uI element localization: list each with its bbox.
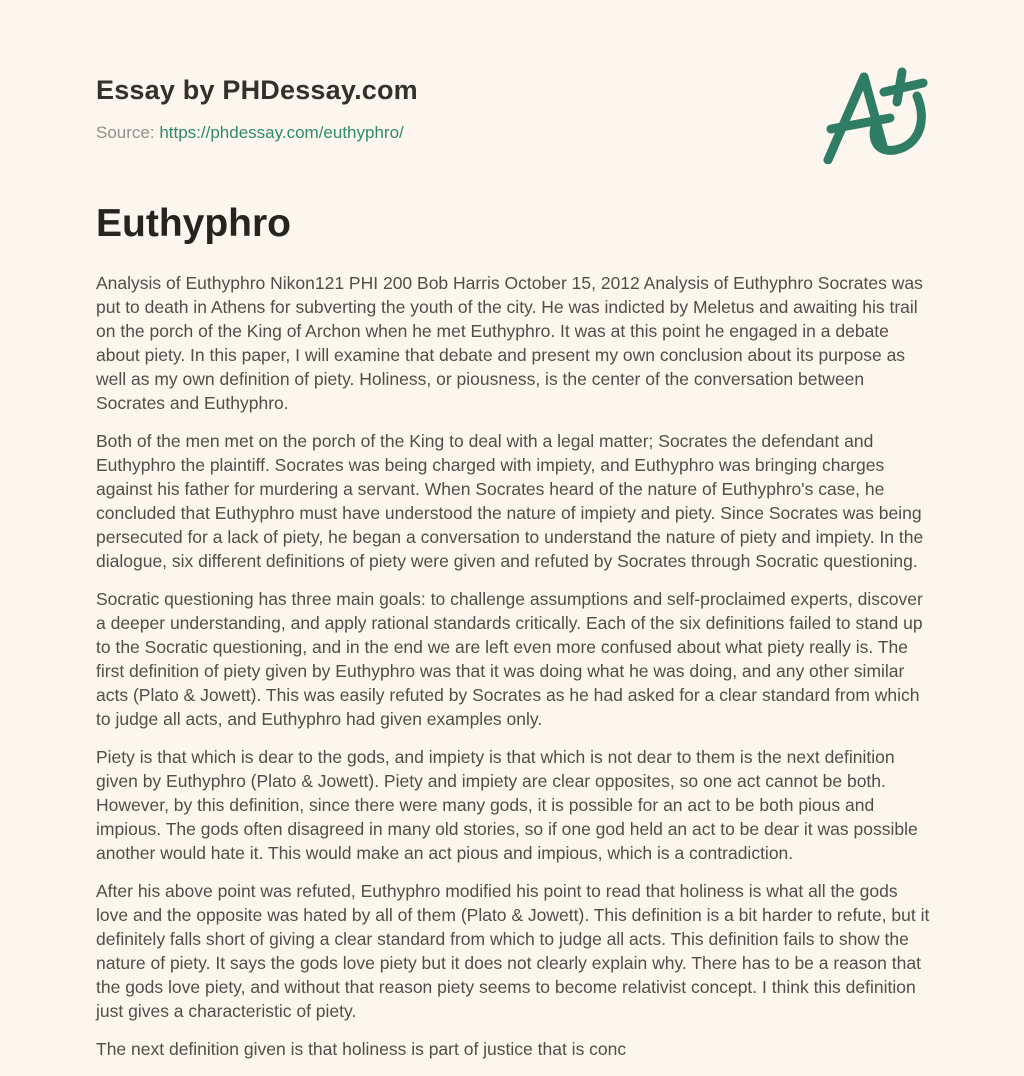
essay-article xyxy=(96,203,930,1061)
essay-paragraph: Socratic questioning has three main goals: to challenge assumptions and self-proclaimed experts, discover a deeper understanding, and apply rational standards critically. Each of the six definitions failed to stand up to the Socratic questioning, and in the end we are left even more confused about what piety really is. The first definition of piety given by Euthyphro was that it was doing what he was doing, and any other similar acts (Plato & Jowett). This was easily refuted by Socrates as he had asked for a clear standard from which to judge all acts, and Euthyphro had given examples only. xyxy=(96,589,923,729)
source-label: Source: xyxy=(96,123,155,142)
source-link[interactable]: https://phdessay.com/euthyphro/ xyxy=(159,123,404,142)
essay-paragraph: After his above point was refuted, Euthyphro modified his point to read that holiness is what all the gods love and the opposite was hated by all of them (Plato & Jowett). This definition is a bit harder to refute, but it definitely falls short of giving a clear standard from which to judge all acts. This definition fails to show the nature of piety. It says the gods love piety but it does not clearly explain why. There has to be a reason that the gods love piety, and without that reason piety seems to become relativist concept. I think this definition just gives a characteristic of piety. xyxy=(96,881,930,1021)
a-plus-logo-icon xyxy=(814,62,932,164)
essay-paragraph: The next definition given is that holiness is part of justice that is conc xyxy=(96,1039,627,1059)
source-line xyxy=(96,123,930,143)
essay-paragraph: Piety is that which is dear to the gods, and impiety is that which is not dear to them is the next definition given by Euthyphro (Plato & Jowett). Piety and impiety are clear opposites, so one act cannot be both. However, by this definition, since there were many gods, it is possible for an act to be both pious and impious. The gods often disagreed in many old stories, so if one god held an act to be dear it was possible another would hate it. This would make an act pious and impious, which is a contradiction. xyxy=(96,747,918,863)
essay-paragraph: Analysis of Euthyphro Nikon121 PHI 200 Bob Harris October 15, 2012 Analysis of Euthyphro Socrates was put to death in Athens for subverting the youth of the city. He was indicted by Meletus and awaiting his trail on the porch of the King of Archon when he met Euthyphro. It was at this point he engaged in a debate about piety. In this paper, I will examine that debate and present my own conclusion about its purpose as well as my own definition of piety. Holiness, or piousness, is the center of the conversation between Socrates and Euthyphro. xyxy=(96,273,923,413)
essay-title: Euthyphro xyxy=(96,202,291,245)
site-header xyxy=(96,74,930,143)
site-title: Essay by PHDessay.com xyxy=(96,75,418,105)
essay-paragraph: Both of the men met on the porch of the King to deal with a legal matter; Socrates the defendant and Euthyphro the plaintiff. Socrates was being charged with impiety, and Euthyphro was bringing charges against his father for murdering a servant. When Socrates heard of the nature of Euthyphro's case, he concluded that Euthyphro must have understood the nature of impiety and piety. Since Socrates was being persecuted for a lack of piety, he began a conversation to understand the nature of piety and impiety. In the dialogue, six different definitions of piety were given and refuted by Socrates through Socratic questioning. xyxy=(96,431,924,571)
